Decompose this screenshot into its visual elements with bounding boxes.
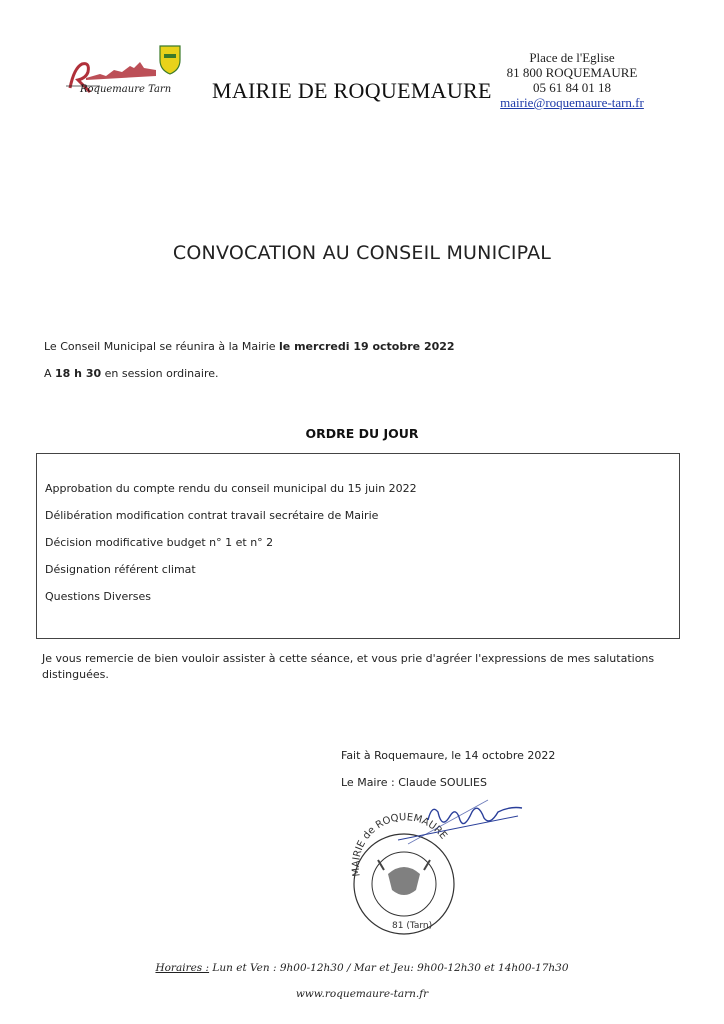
agenda-item: Décision modificative budget n° 1 et n° 2 — [45, 536, 274, 549]
closing-paragraph: Je vous remercie de bien vouloir assister à cette séance, et vous prie d'agréer l'expressions de mes salutations distinguées. — [42, 652, 655, 681]
intro-date: le mercredi 19 octobre 2022 — [279, 340, 455, 353]
mairie-stamp — [338, 790, 538, 940]
hours-value: Lun et Ven : 9h00-12h30 / Mar et Jeu: 9h00-12h30 et 14h00-17h30 — [209, 962, 569, 974]
website-url[interactable]: www.roquemaure-tarn.fr — [295, 988, 429, 1000]
mayor-name: Le Maire : Claude SOULIES — [341, 776, 487, 789]
agenda-item: Approbation du compte rendu du conseil municipal du 15 juin 2022 — [45, 482, 417, 495]
address-block — [472, 50, 672, 110]
address-line2: 81 800 ROQUEMAURE — [506, 65, 638, 80]
time-value: 18 h 30 — [55, 367, 102, 380]
opening-hours — [0, 962, 724, 974]
signature-place-date: Fait à Roquemaure, le 14 octobre 2022 — [341, 749, 556, 762]
stamp-bottom-text: 81 (Tarn) — [392, 921, 433, 931]
mairie-title: MAIRIE DE ROQUEMAURE — [212, 78, 492, 103]
time-suffix: en session ordinaire. — [101, 367, 219, 380]
agenda-box — [36, 453, 680, 639]
time-prefix: A — [44, 367, 56, 380]
agenda-item: Délibération modification contrat travail secrétaire de Mairie — [45, 509, 379, 522]
page-title: CONVOCATION AU CONSEIL MUNICIPAL — [172, 242, 552, 264]
order-title: ORDRE DU JOUR — [305, 426, 419, 441]
phone-number: 05 61 84 01 18 — [533, 80, 611, 95]
agenda-item: Désignation référent climat — [45, 563, 196, 576]
agenda-list — [45, 482, 417, 617]
stamp-text: MAIRIE de ROQUEMAURE — [350, 812, 449, 878]
signature-mark — [428, 808, 522, 824]
intro-prefix: Le Conseil Municipal se réunira à la Mairie — [44, 340, 280, 353]
agenda-item: Questions Diverses — [45, 590, 151, 603]
hours-label: Horaires : — [155, 962, 210, 974]
time-line — [44, 367, 219, 380]
email-link[interactable]: mairie@roquemaure-tarn.fr — [500, 95, 644, 110]
address-line1: Place de l'Eglise — [529, 50, 615, 65]
intro-line — [44, 340, 455, 353]
logo-text: Roquemaure Tarn — [80, 84, 172, 95]
